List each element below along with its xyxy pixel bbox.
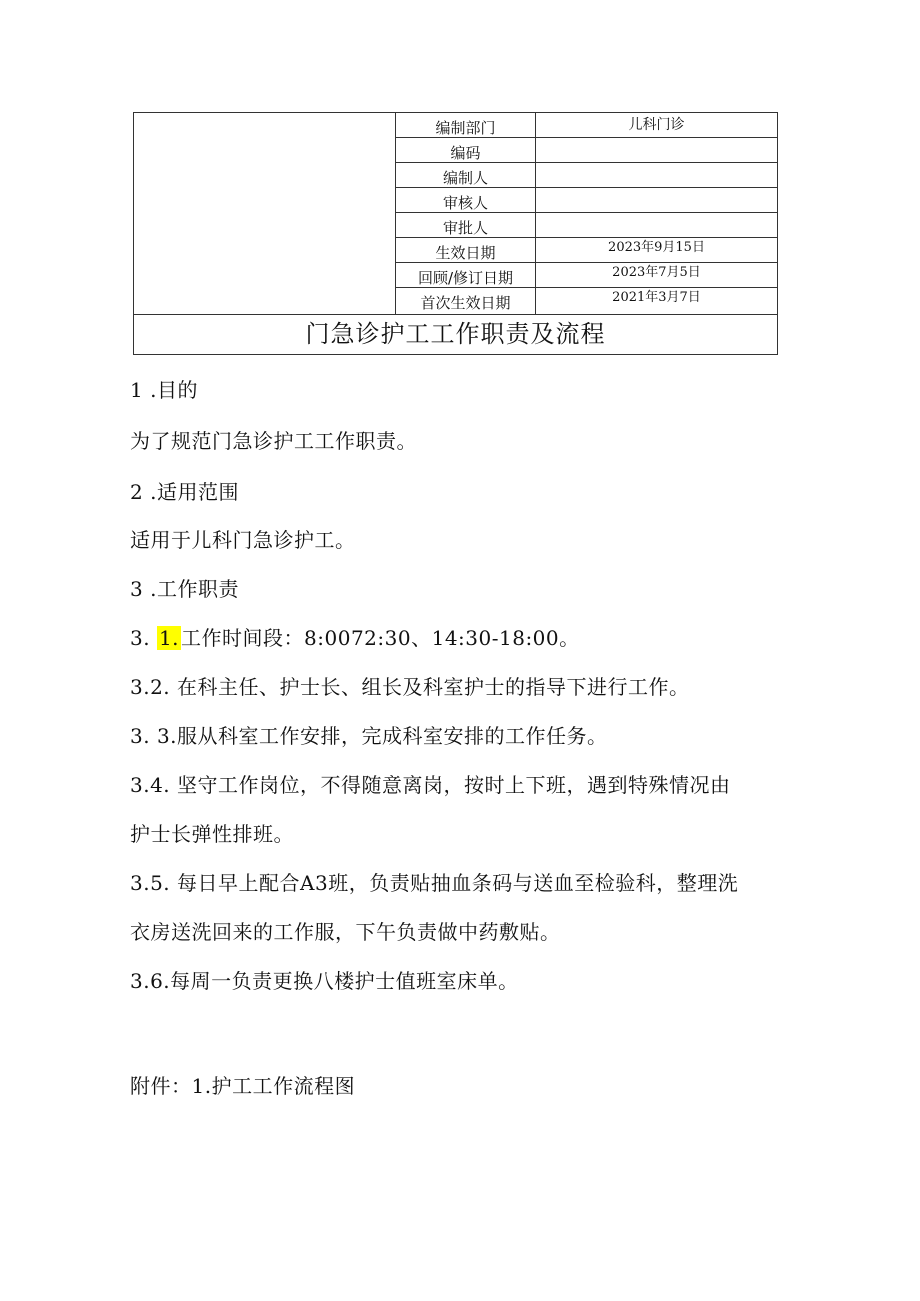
- duty-item-4-line-2: 护士长弹性排班。: [130, 822, 294, 846]
- header-value: [536, 188, 777, 212]
- header-value: [536, 163, 777, 187]
- header-label: 审批人: [396, 213, 536, 237]
- header-label: 编码: [396, 138, 536, 162]
- section-2-text: 适用于儿科门急诊护工。: [130, 528, 356, 552]
- header-row-reviewer: [396, 188, 777, 213]
- header-label: 回顾/修订日期: [396, 263, 536, 287]
- document-title: 门急诊护工工作职责及流程: [134, 314, 777, 354]
- header-value: 2021年3月7日: [612, 290, 701, 305]
- header-label: 审核人: [396, 188, 536, 212]
- header-value: [536, 138, 777, 162]
- duty-item-5-line-2: 衣房送洗回来的工作服，下午负责做中药敷贴。: [130, 920, 561, 944]
- header-row-department: [396, 113, 777, 138]
- highlighted-text: 1.: [158, 626, 180, 650]
- section-1-text: 为了规范门急诊护工工作职责。: [130, 429, 417, 453]
- duty-item-6: 3.6.每周一负责更换八楼护士值班室床单。: [130, 969, 519, 993]
- header-row-revision-date: [396, 263, 777, 288]
- section-3-heading: 3 .工作职责: [130, 577, 239, 601]
- header-label: 编制人: [396, 163, 536, 187]
- header-row-first-effective-date: [396, 288, 777, 314]
- header-label: 编制部门: [396, 113, 536, 137]
- duty-item-5-line-1: 3.5. 每日早上配合A3班，负责贴抽血条码与送血至检验科，整理洗: [130, 871, 739, 895]
- header-label: 首次生效日期: [396, 288, 536, 314]
- duty-item-1: [130, 622, 580, 651]
- header-row-approver: [396, 213, 777, 238]
- header-value: 2023年7月5日: [612, 265, 701, 280]
- header-row-author: [396, 163, 777, 188]
- attachment-line: 附件：1.护工工作流程图: [130, 1074, 356, 1098]
- section-1-heading: 1 .目的: [130, 378, 198, 402]
- header-value: [536, 213, 777, 237]
- header-value: 儿科门诊: [628, 117, 685, 133]
- header-label: 生效日期: [396, 238, 536, 262]
- duty-item-3: 3. 3.服从科室工作安排，完成科室安排的工作任务。: [130, 724, 608, 748]
- header-value: 2023年9月15日: [608, 240, 705, 255]
- duty-item-1-text: 工作时间段：8:0072:30、14:30-18:00。: [181, 626, 580, 650]
- header-row-effective-date: [396, 238, 777, 263]
- duty-item-2: 3.2. 在科主任、护士长、组长及科室护士的指导下进行工作。: [130, 675, 690, 699]
- header-info-rows: [396, 113, 777, 314]
- header-row-code: [396, 138, 777, 163]
- logo-cell: [134, 113, 396, 314]
- duty-item-4-line-1: 3.4. 坚守工作岗位，不得随意离岗，按时上下班，遇到特殊情况由: [130, 773, 731, 797]
- section-2-heading: 2 .适用范围: [130, 480, 239, 504]
- document-header-table: [133, 112, 778, 355]
- duty-item-1-prefix: 3.: [130, 626, 157, 650]
